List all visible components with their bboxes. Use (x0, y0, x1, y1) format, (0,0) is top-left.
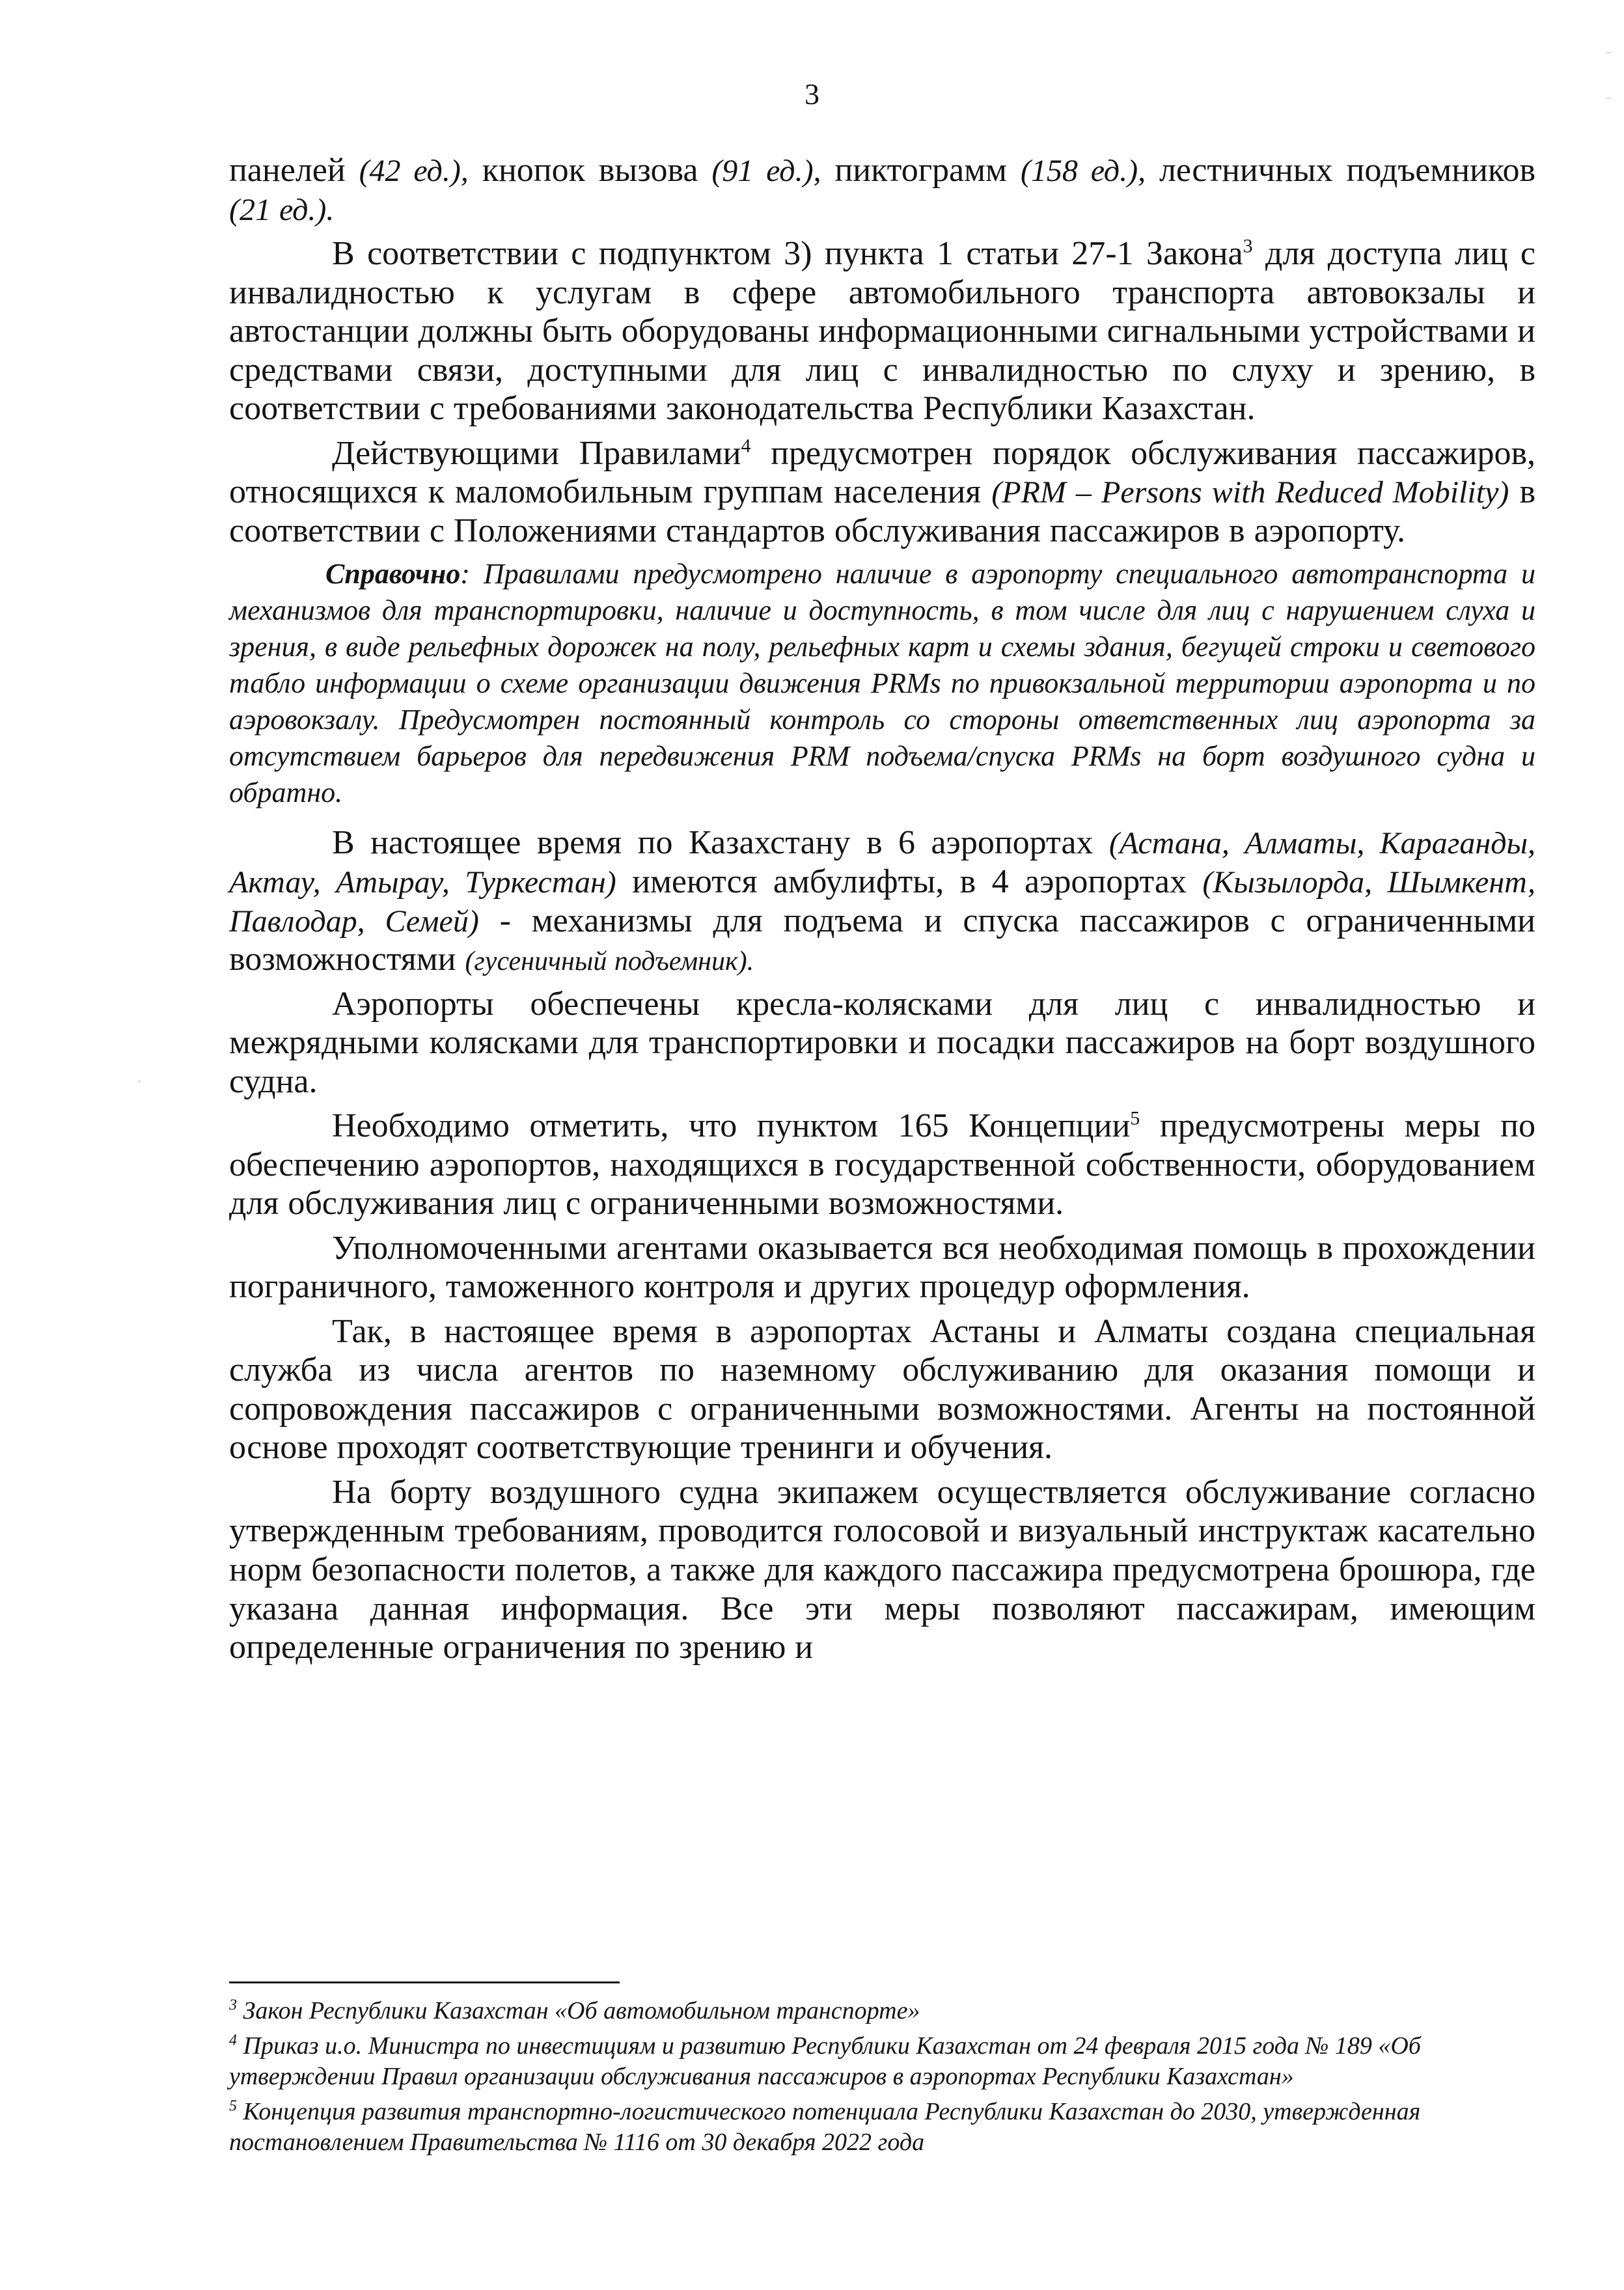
text-run: кнопок вызова (468, 152, 712, 189)
airport-list-ambulifts: (Астана, Алматы, Караганды, Актау, Атырау, Туркестан) (229, 826, 1535, 900)
text-run: В настоящее время по Казахстану в 6 аэропортах (332, 824, 1109, 862)
text-run: пиктограмм (821, 152, 1021, 189)
text-run: в соответствии с Положениями стандартов обслуживания пассажиров в аэропорту. (229, 473, 1536, 549)
prm-definition: (PRM – Persons with Reduced Mobility) (991, 475, 1509, 510)
footnotes (229, 1996, 1535, 2162)
scan-edge-mark (1606, 98, 1611, 99)
count-call-buttons: (91 ед.), (711, 154, 821, 188)
text-run: Необходимо отметить, что пунктом 165 Концепции (332, 1107, 1131, 1145)
paragraph-bus-stations (229, 234, 1535, 428)
footnote-3 (229, 1996, 1535, 2027)
text-run: имеются амбулифты, в 4 аэропортах (616, 862, 1203, 900)
note-label: Справочно (325, 558, 461, 590)
paragraph-onboard: На борту воздушного судна экипажем осуществляется обслуживание согласно утвержденным требованиям, проводится голосовой и визуальный инструктаж касательно норм безопасности полетов, а также для каждого пассажира предусмотрена брошюра, где указана данная информация. Все эти меры позволяют пассажирам, имеющим определенные ограничения по зрению и (229, 1473, 1535, 1666)
footnote-separator (229, 1981, 620, 1983)
reference-note (229, 556, 1535, 810)
footnote-ref-3[interactable]: 3 (1243, 235, 1253, 257)
page-number: 3 (805, 77, 819, 111)
scan-edge-mark (1606, 52, 1611, 53)
text-run: В соответствии с подпунктом 3) пункта 1 статьи 27-1 Закона (332, 235, 1243, 273)
mechanism-type: (гусеничный подъемник). (465, 946, 754, 977)
note-text: : Правилами предусмотрено наличие в аэропорту специального автотранспорта и механизмов для транспортировки, наличие и доступность, в том числе для лиц с нарушением слуха и зрения, в виде рельефных дорожек на полу, рельефных карт и схемы здания, бегущей строки и светового табло информации о схеме организации движения PRMs по привокзальной территории аэропорта и по аэровокзалу. Предусмотрен постоянный контроль со стороны ответственных лиц аэропорта за отсутствием барьеров для передвижения PRM подъема/спуска PRMs на борт воздушного судна и обратно. (229, 558, 1535, 808)
footnote-ref-4[interactable]: 4 (741, 435, 751, 457)
text-run: предусмотрены меры по обеспечению аэропортов, находящихся в государственной собственности, оборудованием для обслуживания лиц с ограниченными возможностями. (229, 1107, 1535, 1222)
paragraph-airports-ambulifts (229, 823, 1535, 978)
text-run: для доступа лиц с инвалидностью к услугам в сфере автомобильного транспорта автовокзалы и автостанции должны быть оборудованы информационными сигнальными устройствами и средствами связи, доступными для лиц с инвалидностью по слуху и зрению, в соответствии с требованиями законодательства Республики Казахстан. (229, 235, 1535, 428)
paragraph-agents: Уполномоченными агентами оказывается вся необходимая помощь в прохождении пограничного, таможенного контроля и других процедур оформления. (229, 1229, 1535, 1306)
paragraph-wheelchairs: Аэропорты обеспечены кресла-колясками для лиц с инвалидностью и межрядными колясками для транспортировки и посадки пассажиров на борт воздушного судна. (229, 985, 1535, 1100)
text-run: панелей (229, 152, 359, 189)
text-run: Действующими Правилами (332, 434, 741, 472)
count-stair-lifts: (21 ед.). (229, 192, 335, 227)
footnote-number: 3 (229, 1996, 237, 2014)
footnote-number: 4 (229, 2031, 237, 2049)
airport-list-mechanisms: (Кызылорда, Шымкент, Павлодар, Семей) (229, 864, 1535, 939)
paragraph-special-service: Так, в настоящее время в аэропортах Астаны и Алматы создана специальная служба из числа агентов по наземному обслуживанию для оказания помощи и сопровождения пассажиров с ограниченными возможностями. Агенты на постоянной основе проходят соответствующие тренинги и обучения. (229, 1312, 1535, 1467)
footnote-text: Концепция развития транспортно-логистического потенциала Республики Казахстан до 2030, утвержденная постановлением Правительства № 1116 от 30 декабря 2022 года (229, 2097, 1421, 2156)
footnote-4 (229, 2031, 1535, 2093)
footnote-5 (229, 2097, 1535, 2159)
footnote-ref-5[interactable]: 5 (1130, 1107, 1140, 1129)
footnote-text: Приказ и.о. Министра по инвестициям и развитию Республики Казахстан от 24 февраля 2015 года № 189 «Об утверждении Правил организации обслуживания пассажиров в аэропортах Республики Казахстан» (229, 2032, 1421, 2090)
footnote-text: Закон Республики Казахстан «Об автомобильном транспорте» (237, 1997, 920, 2024)
paragraph-equipment-counts (229, 151, 1535, 228)
text-run: предусмотрен порядок обслуживания пассажиров, относящихся к маломобильным группам населения (229, 434, 1535, 511)
paragraph-rules-prm (229, 434, 1535, 551)
count-panels: (42 ед.), (359, 154, 469, 188)
text-run: лестничных подъемников (1146, 152, 1536, 189)
count-pictograms: (158 ед.), (1020, 154, 1146, 188)
paragraph-concept (229, 1107, 1535, 1223)
document-body (229, 151, 1535, 1673)
text-run: - механизмы для подъема и спуска пассажиров с ограниченными возможностями (229, 902, 1536, 978)
scan-edge-mark (138, 1081, 141, 1082)
footnote-number: 5 (229, 2097, 237, 2114)
